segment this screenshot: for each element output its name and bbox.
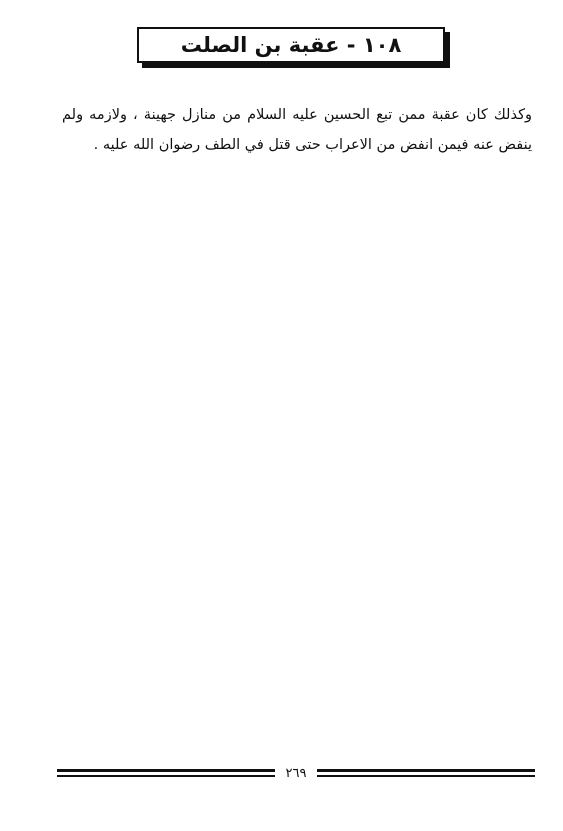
footer-rule-right — [317, 768, 535, 778]
body-paragraph: وكذلك كان عقبة ممن تبع الحسين عليه السلام من منازل جهينة ، ولازمه ولم ينفض عنه فيمن انفض من الاعراب حتى قتل في الطف رضوان الله عليه . — [62, 107, 532, 153]
chapter-heading — [137, 27, 445, 63]
page-number: ٢٦٩ — [285, 765, 307, 781]
footer-rule-left — [57, 768, 275, 778]
chapter-title: ١٠٨ - عقبة بن الصلت — [180, 32, 402, 57]
heading-box — [137, 27, 445, 63]
page-footer — [57, 765, 535, 781]
